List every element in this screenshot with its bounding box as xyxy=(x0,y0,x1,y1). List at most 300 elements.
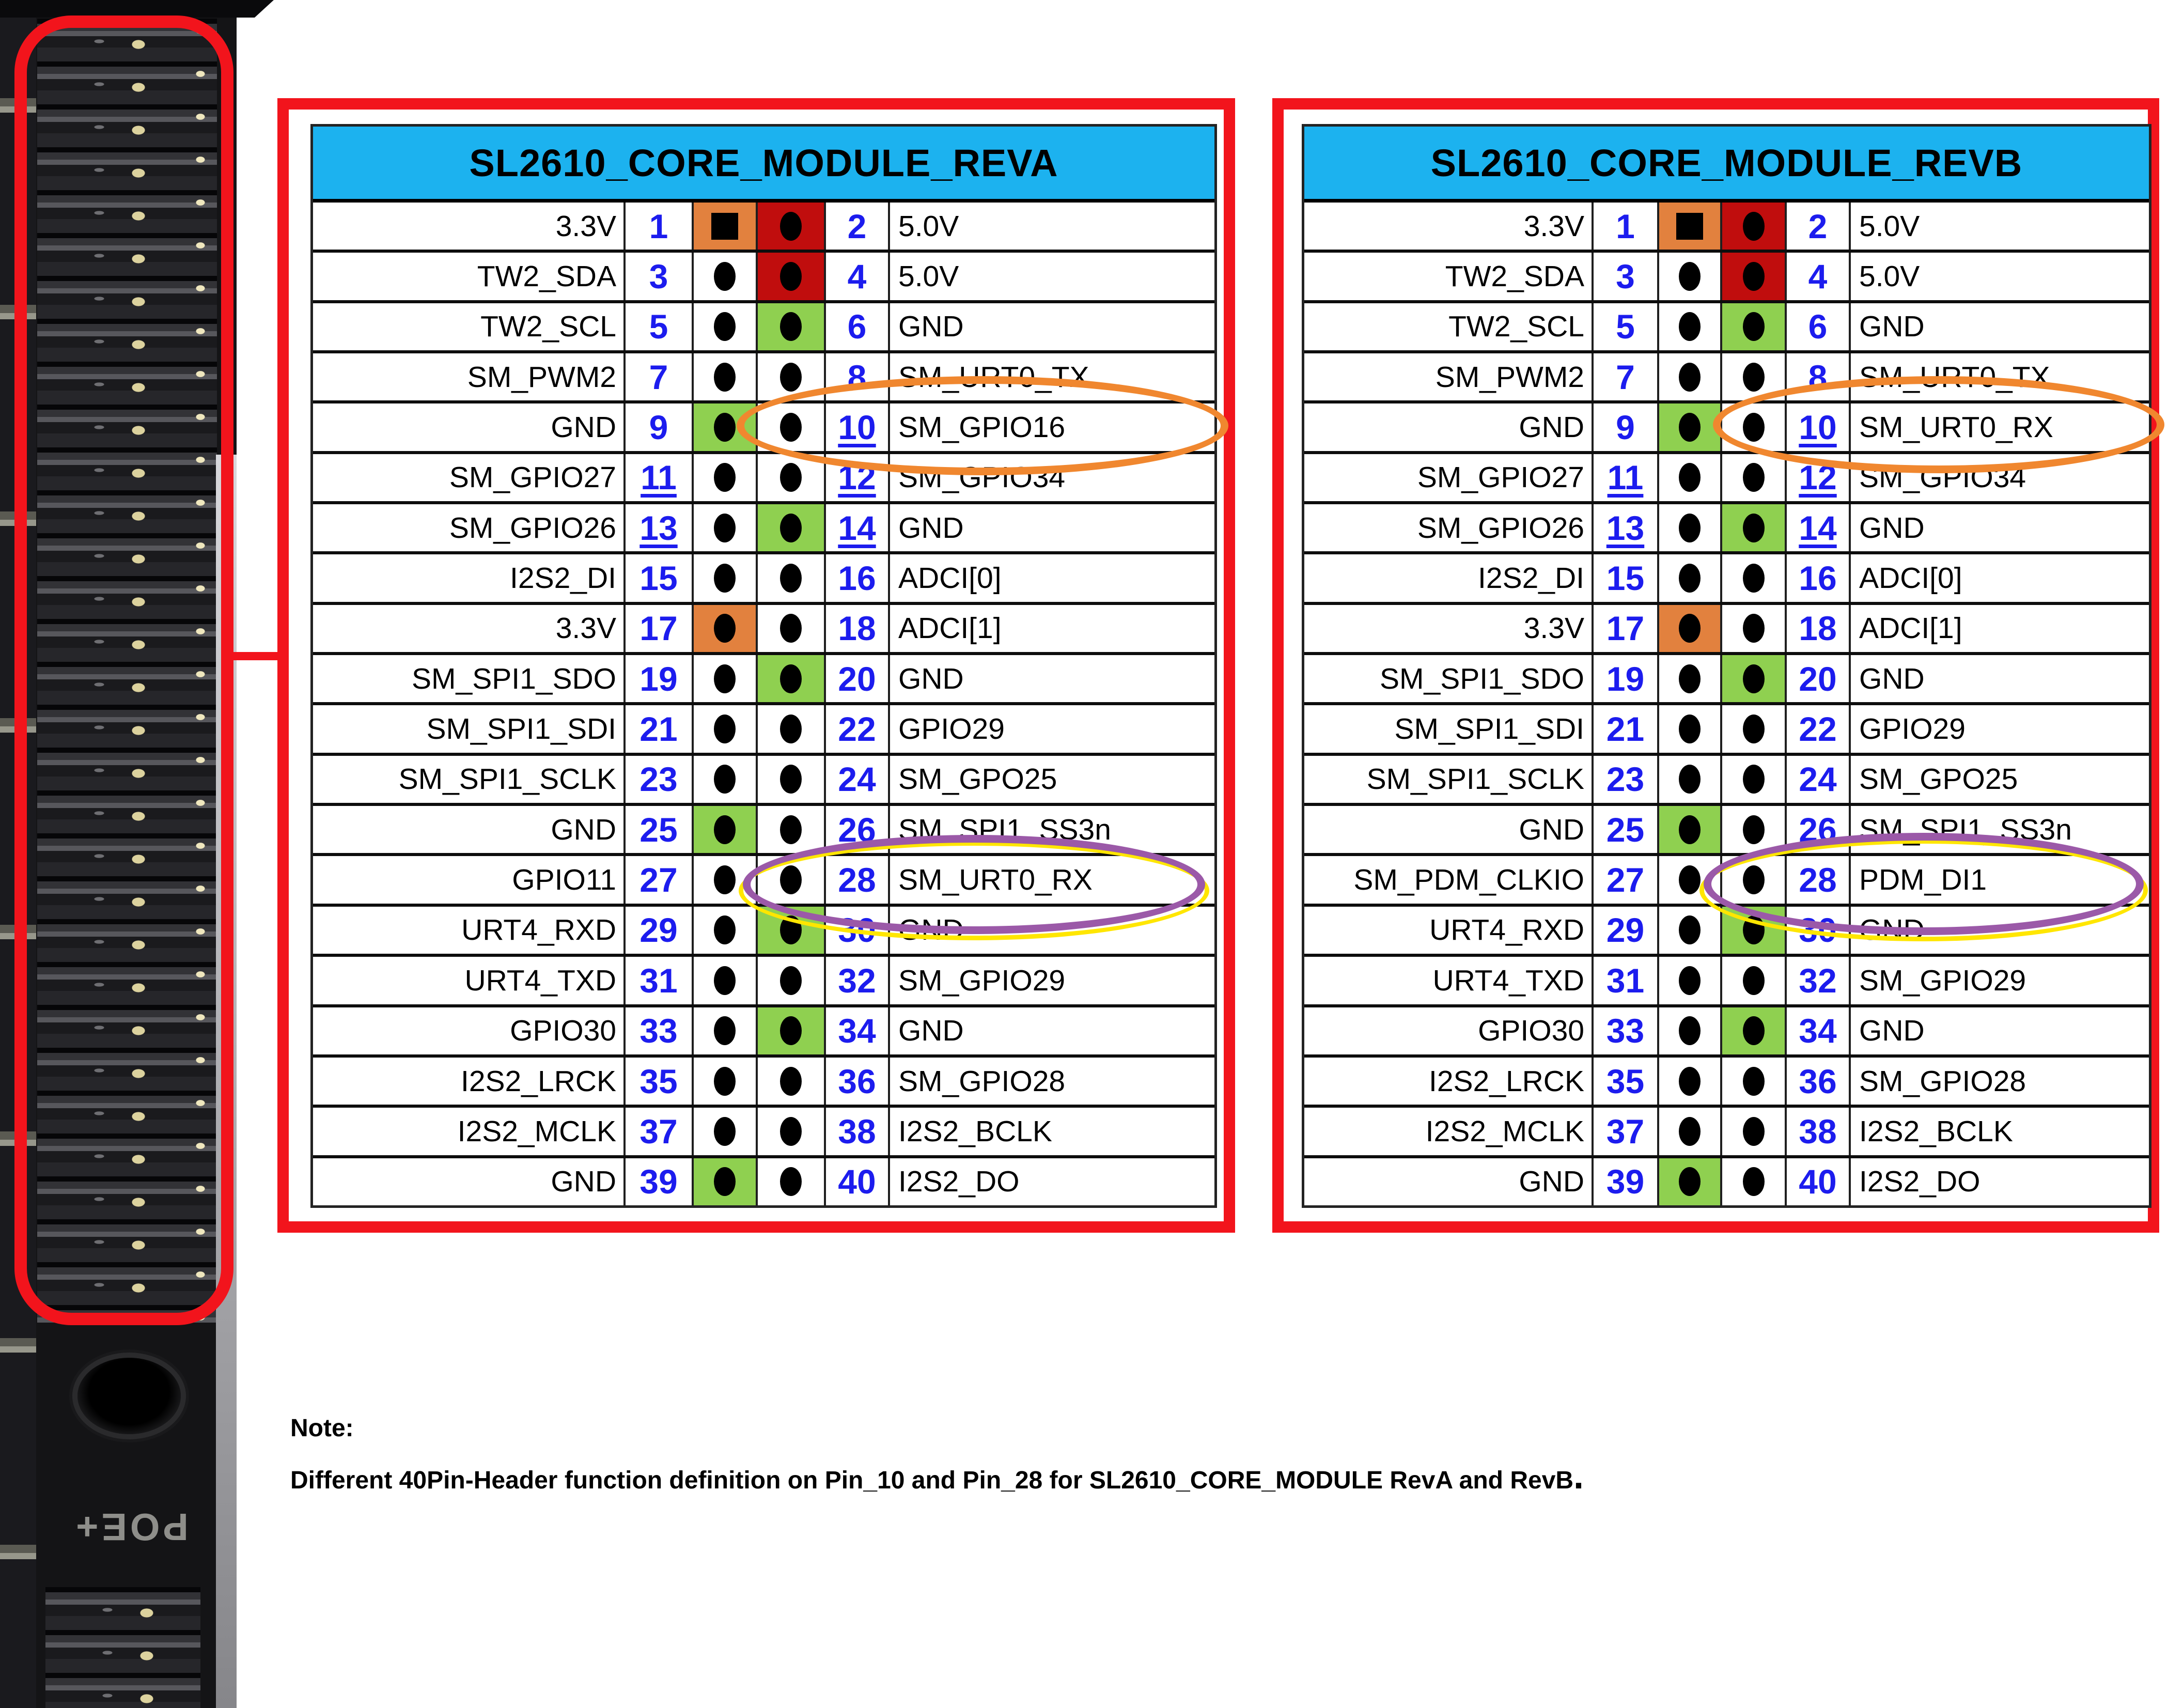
note-period: . xyxy=(1573,1455,1584,1497)
pin-marker-icon xyxy=(1679,1067,1701,1096)
pin-name-left: URT4_RXD xyxy=(313,907,626,954)
callout-line xyxy=(230,652,279,660)
pin-name-left: GPIO30 xyxy=(313,1007,626,1054)
note-text: Different 40Pin-Header function definition on Pin_10 and Pin_28 for SL2610_CORE_MODULE RevA and RevB. xyxy=(290,1455,1584,1497)
pin-name-right: SM_GPIO28 xyxy=(1859,1064,2026,1098)
pin-hole-right xyxy=(1722,957,1787,1004)
pin-hole-right xyxy=(1722,1158,1787,1205)
pin-number-right: 2 xyxy=(1787,203,1851,250)
pin-number-right: 2 xyxy=(826,203,890,250)
pin-name-right: GND xyxy=(1859,913,1925,947)
pin-number-right: 38 xyxy=(826,1108,890,1155)
pin-number-right: 24 xyxy=(1787,756,1851,803)
pin-name-left: GPIO11 xyxy=(313,856,626,903)
pin-number-right: 40 xyxy=(826,1158,890,1205)
highlight-ellipse-reva-pin10 xyxy=(737,376,1228,475)
pin-hole-left xyxy=(1659,454,1722,501)
pin-number-left: 33 xyxy=(626,1007,694,1054)
pin-marker-icon xyxy=(714,363,736,392)
pin-row xyxy=(313,303,1214,353)
pin-hole-right xyxy=(1722,655,1787,702)
pin-number-right: 30 xyxy=(1787,907,1851,954)
pin-hole-left xyxy=(1659,806,1722,853)
pin-hole-left xyxy=(694,303,758,350)
pin-name-left: GND xyxy=(1304,1158,1594,1205)
pin-name-right: GND xyxy=(1859,511,1925,545)
pin-name-right: I2S2_DO xyxy=(898,1165,1020,1199)
pin-hole-right xyxy=(758,303,826,350)
pin-row xyxy=(1304,605,2149,655)
pin-number-right: 32 xyxy=(826,957,890,1004)
pin-number-right: 38 xyxy=(1787,1108,1851,1155)
pin-marker-icon xyxy=(780,514,802,542)
pin-marker-icon xyxy=(714,514,736,542)
pin-row xyxy=(1304,957,2149,1007)
pin-name-left: SM_SPI1_SCLK xyxy=(313,756,626,803)
pin-marker-icon xyxy=(1743,1117,1765,1146)
pin-marker-icon xyxy=(714,1067,736,1096)
pin-row xyxy=(313,1158,1214,1205)
pin-marker-icon xyxy=(714,262,736,291)
pin-row xyxy=(313,1007,1214,1058)
pin-name-right: SM_GPIO16 xyxy=(898,411,1066,444)
pin-number-left: 17 xyxy=(626,605,694,652)
pin-number-right: 26 xyxy=(1787,806,1851,853)
highlight-ellipse-revb-pin10 xyxy=(1713,376,2164,473)
pin-row xyxy=(313,705,1214,755)
pin-hole-left xyxy=(1659,605,1722,652)
pin-number-left: 25 xyxy=(626,806,694,853)
pin-marker-icon xyxy=(1679,463,1701,492)
pin-name-right: I2S2_DO xyxy=(1859,1165,1980,1199)
pin-name-right: SM_GPIO34 xyxy=(1859,461,2026,494)
pin-hole-left xyxy=(1659,1108,1722,1155)
pin-row xyxy=(313,756,1214,806)
pin-marker-icon xyxy=(1743,1067,1765,1096)
pin-hole-left xyxy=(1659,353,1722,400)
pin-marker-icon xyxy=(780,363,802,392)
pin-hole-right xyxy=(1722,705,1787,752)
pin-name-right: 5.0V xyxy=(1859,209,1920,243)
pin-row xyxy=(1304,1058,2149,1108)
pin-number-left: 23 xyxy=(626,756,694,803)
pin-marker-icon xyxy=(714,1016,736,1045)
pin-hole-left xyxy=(1659,957,1722,1004)
pin-row xyxy=(1304,504,2149,554)
pin-hole-right xyxy=(758,554,826,601)
header-red-outline xyxy=(14,15,233,1325)
pin-hole-left xyxy=(1659,705,1722,752)
pin-row xyxy=(1304,1158,2149,1205)
pin-name-right: 5.0V xyxy=(898,260,959,293)
pin-marker-icon xyxy=(1679,1016,1701,1045)
pin-marker-icon xyxy=(1743,614,1765,643)
pin-number-right: 12 xyxy=(826,454,890,501)
pin-marker-icon xyxy=(1743,664,1765,693)
highlight-ellipse-reva-pin28 xyxy=(743,835,1205,934)
pin-name-right: GND xyxy=(898,511,964,545)
pin-name-left: TW2_SCL xyxy=(313,303,626,350)
pin-name-right: ADCI[1] xyxy=(898,612,1002,645)
pin-number-left: 17 xyxy=(1594,605,1659,652)
pin-table-revb xyxy=(1302,124,2151,1208)
pin-number-right: 14 xyxy=(1787,504,1851,551)
pin-number-left: 13 xyxy=(626,504,694,551)
pin-hole-left xyxy=(694,705,758,752)
pin-name-right: GPIO29 xyxy=(898,712,1005,746)
pin-marker-icon xyxy=(1679,1167,1701,1196)
pin-number-left: 29 xyxy=(1594,907,1659,954)
pin-marker-icon xyxy=(780,1167,802,1196)
pin-hole-right xyxy=(758,957,826,1004)
pin-name-left: URT4_RXD xyxy=(1304,907,1594,954)
pin-name-right: SM_GPO25 xyxy=(1859,763,2018,796)
pin-name-left: URT4_TXD xyxy=(1304,957,1594,1004)
poe-silkscreen-label: POE+ xyxy=(73,1505,189,1548)
pin-hole-right xyxy=(758,705,826,752)
pin-hole-left xyxy=(694,605,758,652)
pin-hole-left xyxy=(694,203,758,250)
pin-hole-left xyxy=(694,1108,758,1155)
pin-number-left: 31 xyxy=(626,957,694,1004)
pin-number-left: 35 xyxy=(1594,1058,1659,1105)
pin-marker-icon xyxy=(714,915,736,944)
pin-name-right: GND xyxy=(898,662,964,695)
pin-hole-left xyxy=(694,957,758,1004)
mounting-hole xyxy=(77,1358,181,1434)
pin-row xyxy=(1304,1108,2149,1158)
pin-marker-icon xyxy=(1679,413,1701,442)
pin-name-right: SM_URT0_RX xyxy=(898,863,1093,897)
pin-name-left: SM_GPIO26 xyxy=(1304,504,1594,551)
pin-number-left: 13 xyxy=(1594,504,1659,551)
pin-marker-icon xyxy=(780,564,802,593)
pin-name-left: SM_GPIO27 xyxy=(313,454,626,501)
pin-name-left: 3.3V xyxy=(1304,203,1594,250)
pin-number-left: 37 xyxy=(626,1108,694,1155)
pin-name-right: PDM_DI1 xyxy=(1859,863,1987,897)
pin-number-right: 24 xyxy=(826,756,890,803)
pin-marker-icon xyxy=(780,212,802,241)
pin-marker-icon xyxy=(714,614,736,643)
pin-marker-icon xyxy=(714,1117,736,1146)
pin-hole-left xyxy=(1659,1058,1722,1105)
pin-number-right: 40 xyxy=(1787,1158,1851,1205)
pin-number-left: 5 xyxy=(1594,303,1659,350)
pin-marker-icon xyxy=(1679,564,1701,593)
pin-name-left: SM_SPI1_SDO xyxy=(313,655,626,702)
pin-name-left: GND xyxy=(1304,806,1594,853)
pin-name-right: 5.0V xyxy=(1859,260,1920,293)
pin-number-left: 3 xyxy=(626,253,694,300)
pin-number-right: 10 xyxy=(1787,403,1851,451)
pin-number-right: 22 xyxy=(826,705,890,752)
pin-marker-icon xyxy=(1676,213,1703,240)
pin-number-right: 22 xyxy=(1787,705,1851,752)
pin-marker-icon xyxy=(1679,966,1701,995)
pin-marker-icon xyxy=(1679,865,1701,894)
pin-row xyxy=(313,957,1214,1007)
pin-name-left: SM_PDM_CLKIO xyxy=(1304,856,1594,903)
pin-name-right: SM_GPIO29 xyxy=(1859,964,2026,997)
pin-number-left: 11 xyxy=(1594,454,1659,501)
pin-name-right: GND xyxy=(898,310,964,344)
pin-row xyxy=(1304,253,2149,303)
pin-number-right: 20 xyxy=(826,655,890,702)
pin-name-right: SM_URT0_RX xyxy=(1859,411,2053,444)
pin-number-right: 18 xyxy=(826,605,890,652)
pin-name-right: 5.0V xyxy=(898,209,959,243)
pin-name-right: SM_GPIO28 xyxy=(898,1064,1066,1098)
pin-marker-icon xyxy=(780,966,802,995)
pin-row xyxy=(1304,655,2149,705)
pin-name-left: I2S2_DI xyxy=(313,554,626,601)
pin-row xyxy=(313,203,1214,253)
pin-number-left: 7 xyxy=(626,353,694,400)
pin-marker-icon xyxy=(1679,915,1701,944)
pin-hole-left xyxy=(694,504,758,551)
pin-name-right: SM_URT0_TX xyxy=(898,360,1089,394)
pin-marker-icon xyxy=(1679,312,1701,341)
pin-number-left: 1 xyxy=(626,203,694,250)
pin-hole-right xyxy=(758,806,826,853)
pin-name-right: SM_GPO25 xyxy=(898,763,1057,796)
bottom-pin-header-photo xyxy=(45,1587,200,1708)
pin-marker-icon xyxy=(780,1067,802,1096)
pin-number-right: 8 xyxy=(1787,353,1851,400)
pin-marker-icon xyxy=(780,765,802,794)
pin-number-right: 10 xyxy=(826,403,890,451)
pin-hole-right xyxy=(758,1007,826,1054)
pin-number-left: 5 xyxy=(626,303,694,350)
pin-marker-icon xyxy=(780,463,802,492)
pin-name-left: 3.3V xyxy=(1304,605,1594,652)
pin-hole-left xyxy=(1659,756,1722,803)
pin-hole-left xyxy=(694,1158,758,1205)
pin-number-left: 11 xyxy=(626,454,694,501)
pin-hole-right xyxy=(758,756,826,803)
pin-hole-left xyxy=(1659,504,1722,551)
pin-number-right: 20 xyxy=(1787,655,1851,702)
pin-marker-icon xyxy=(1679,614,1701,643)
pin-name-right: GND xyxy=(1859,1014,1925,1048)
pin-hole-left xyxy=(1659,554,1722,601)
pin-marker-icon xyxy=(714,564,736,593)
pin-number-right: 8 xyxy=(826,353,890,400)
pin-name-left: I2S2_LRCK xyxy=(313,1058,626,1105)
pin-hole-left xyxy=(694,1007,758,1054)
pin-number-left: 3 xyxy=(1594,253,1659,300)
pin-name-right: SM_SPI1_SS3n xyxy=(1859,813,2072,846)
pin-number-right: 18 xyxy=(1787,605,1851,652)
pin-hole-left xyxy=(694,353,758,400)
pin-hole-left xyxy=(694,907,758,954)
pin-marker-icon xyxy=(1679,1117,1701,1146)
pin-name-left: GPIO30 xyxy=(1304,1007,1594,1054)
pin-marker-icon xyxy=(714,865,736,894)
pin-name-right: ADCI[1] xyxy=(1859,612,1962,645)
pin-name-left: SM_PWM2 xyxy=(1304,353,1594,400)
pin-marker-icon xyxy=(1743,765,1765,794)
pin-hole-right xyxy=(758,605,826,652)
pin-hole-right xyxy=(758,1158,826,1205)
pin-name-left: SM_PWM2 xyxy=(313,353,626,400)
pin-number-right: 4 xyxy=(1787,253,1851,300)
pin-number-left: 39 xyxy=(626,1158,694,1205)
pin-name-left: SM_SPI1_SDI xyxy=(1304,705,1594,752)
pin-number-right: 14 xyxy=(826,504,890,551)
pin-number-left: 7 xyxy=(1594,353,1659,400)
pin-number-right: 12 xyxy=(1787,454,1851,501)
pin-number-left: 21 xyxy=(1594,705,1659,752)
pin-number-left: 19 xyxy=(1594,655,1659,702)
pin-hole-left xyxy=(1659,1007,1722,1054)
pin-number-left: 27 xyxy=(626,856,694,903)
pin-hole-right xyxy=(1722,1108,1787,1155)
pin-marker-icon xyxy=(714,664,736,693)
pin-row xyxy=(1304,203,2149,253)
pin-hole-right xyxy=(1722,454,1787,501)
pin-name-right: I2S2_BCLK xyxy=(1859,1114,2013,1148)
pin-number-left: 25 xyxy=(1594,806,1659,853)
pin-row xyxy=(313,504,1214,554)
pin-number-left: 39 xyxy=(1594,1158,1659,1205)
pin-number-right: 6 xyxy=(826,303,890,350)
pin-number-right: 4 xyxy=(826,253,890,300)
pin-marker-icon xyxy=(711,213,738,240)
pin-row xyxy=(1304,554,2149,604)
pin-number-right: 30 xyxy=(826,907,890,954)
pin-name-left: I2S2_MCLK xyxy=(313,1108,626,1155)
pin-marker-icon xyxy=(1743,463,1765,492)
pin-number-left: 33 xyxy=(1594,1007,1659,1054)
pin-name-left: 3.3V xyxy=(313,605,626,652)
pin-number-left: 35 xyxy=(626,1058,694,1105)
pin-marker-icon xyxy=(1743,815,1765,844)
pin-marker-icon xyxy=(1743,514,1765,542)
pin-marker-icon xyxy=(780,664,802,693)
pin-marker-icon xyxy=(780,312,802,341)
pin-hole-left xyxy=(694,554,758,601)
pin-number-left: 1 xyxy=(1594,203,1659,250)
pin-marker-icon xyxy=(714,463,736,492)
pin-name-left: GND xyxy=(313,806,626,853)
pin-name-right: ADCI[0] xyxy=(898,562,1002,595)
pin-hole-right xyxy=(758,504,826,551)
pin-marker-icon xyxy=(714,966,736,995)
pin-marker-icon xyxy=(714,312,736,341)
pin-name-left: URT4_TXD xyxy=(313,957,626,1004)
pin-name-left: SM_GPIO27 xyxy=(1304,454,1594,501)
pin-marker-icon xyxy=(1679,765,1701,794)
pin-marker-icon xyxy=(780,1016,802,1045)
pin-hole-left xyxy=(1659,253,1722,300)
pin-name-left: I2S2_LRCK xyxy=(1304,1058,1594,1105)
pin-name-right: GND xyxy=(1859,310,1925,344)
pin-marker-icon xyxy=(1743,212,1765,241)
pin-number-right: 16 xyxy=(826,554,890,601)
pin-number-left: 9 xyxy=(626,403,694,451)
pin-hole-right xyxy=(1722,253,1787,300)
pin-marker-icon xyxy=(780,614,802,643)
pin-number-right: 6 xyxy=(1787,303,1851,350)
pin-number-left: 21 xyxy=(626,705,694,752)
pin-number-left: 9 xyxy=(1594,403,1659,451)
pin-number-left: 27 xyxy=(1594,856,1659,903)
pin-hole-right xyxy=(758,203,826,250)
pin-marker-icon xyxy=(714,765,736,794)
pin-number-right: 36 xyxy=(826,1058,890,1105)
pin-number-left: 31 xyxy=(1594,957,1659,1004)
highlight-ellipse-revb-pin28 xyxy=(1704,833,2144,935)
pin-hole-left xyxy=(694,655,758,702)
board-top-edge xyxy=(0,0,274,18)
pin-row xyxy=(1304,756,2149,806)
pin-number-left: 19 xyxy=(626,655,694,702)
pin-hole-left xyxy=(694,1058,758,1105)
pin-hole-right xyxy=(1722,1007,1787,1054)
pin-marker-icon xyxy=(780,1117,802,1146)
pin-number-left: 37 xyxy=(1594,1108,1659,1155)
pin-name-right: I2S2_BCLK xyxy=(898,1114,1052,1148)
pin-marker-icon xyxy=(714,1167,736,1196)
pin-hole-left xyxy=(694,806,758,853)
pin-number-right: 16 xyxy=(1787,554,1851,601)
pin-hole-right xyxy=(1722,1058,1787,1105)
note-label: Note: xyxy=(290,1415,354,1442)
pin-name-right: GPIO29 xyxy=(1859,712,1966,746)
pin-number-left: 15 xyxy=(1594,554,1659,601)
pin-hole-right xyxy=(1722,605,1787,652)
pin-name-left: TW2_SDA xyxy=(313,253,626,300)
pin-hole-left xyxy=(694,756,758,803)
pin-name-right: GND xyxy=(898,1014,964,1048)
pin-name-left: TW2_SDA xyxy=(1304,253,1594,300)
pin-number-right: 28 xyxy=(1787,856,1851,903)
pin-marker-icon xyxy=(1679,815,1701,844)
pin-hole-left xyxy=(1659,655,1722,702)
pin-marker-icon xyxy=(1743,262,1765,291)
pin-name-left: 3.3V xyxy=(313,203,626,250)
pin-hole-left xyxy=(1659,907,1722,954)
pin-row xyxy=(313,655,1214,705)
pin-marker-icon xyxy=(1679,363,1701,392)
pin-number-right: 34 xyxy=(1787,1007,1851,1054)
pin-row xyxy=(313,253,1214,303)
pin-name-left: GND xyxy=(313,1158,626,1205)
pin-name-right: SM_GPIO34 xyxy=(898,461,1066,494)
pin-marker-icon xyxy=(1679,514,1701,542)
pin-name-right: SM_URT0_TX xyxy=(1859,360,2050,394)
pin-row xyxy=(313,605,1214,655)
pin-marker-icon xyxy=(714,715,736,743)
pin-hole-left xyxy=(1659,303,1722,350)
pin-name-right: ADCI[0] xyxy=(1859,562,1962,595)
pin-hole-right xyxy=(758,1108,826,1155)
pin-row xyxy=(1304,1007,2149,1058)
pin-marker-icon xyxy=(1743,564,1765,593)
pin-marker-icon xyxy=(1743,1016,1765,1045)
pin-name-right: GND xyxy=(1859,662,1925,695)
pin-marker-icon xyxy=(780,715,802,743)
pin-name-right: GND xyxy=(898,913,964,947)
pin-marker-icon xyxy=(1679,664,1701,693)
pin-name-right: SM_GPIO29 xyxy=(898,964,1066,997)
pin-number-left: 23 xyxy=(1594,756,1659,803)
pin-rows xyxy=(1304,203,2149,1205)
table-title-reva: SL2610_CORE_MODULE_REVA xyxy=(313,127,1214,203)
pin-name-left: GND xyxy=(1304,403,1594,451)
